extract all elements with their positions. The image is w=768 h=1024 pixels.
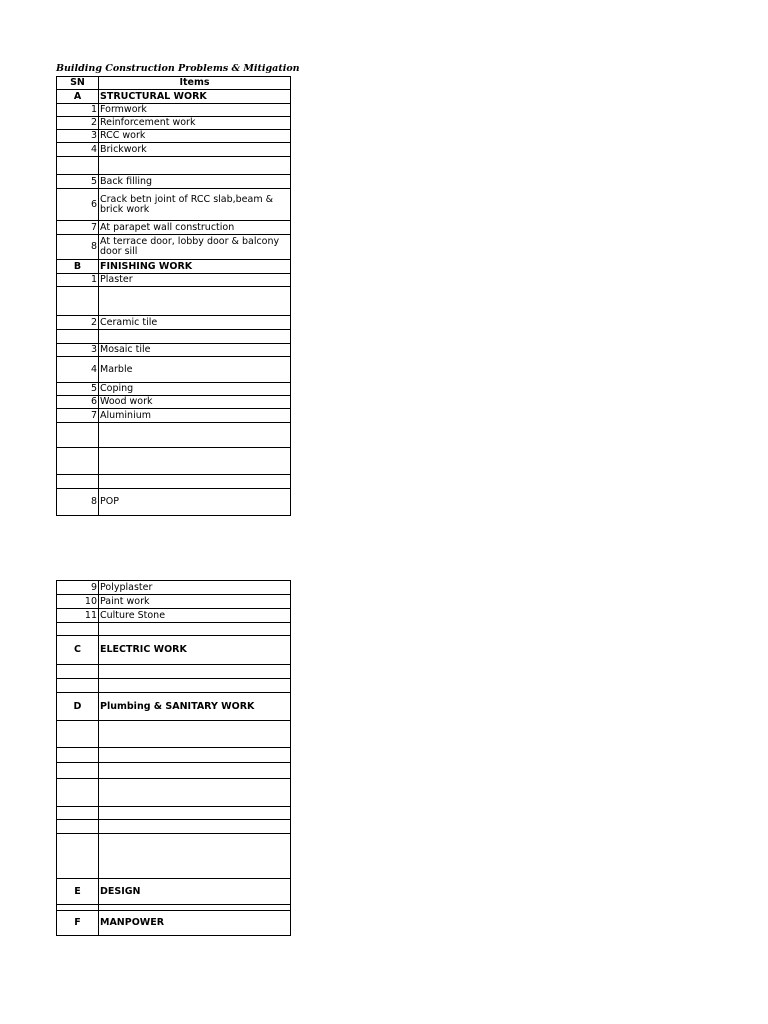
serial-number: 1	[57, 274, 99, 287]
item-description: Mosaic tile	[99, 344, 291, 357]
table-row	[57, 357, 291, 383]
table-row	[57, 117, 291, 130]
item-description	[99, 748, 291, 763]
section-title: ELECTRIC WORK	[99, 636, 291, 665]
item-description	[99, 623, 291, 636]
item-description: Aluminium	[99, 409, 291, 423]
item-description: At terrace door, lobby door & balcony door sill	[99, 235, 291, 260]
section-code: A	[57, 90, 99, 104]
item-description: Formwork	[99, 104, 291, 117]
item-description	[99, 807, 291, 820]
table-row	[57, 595, 291, 609]
item-description: Brickwork	[99, 143, 291, 157]
serial-number: 3	[57, 344, 99, 357]
item-description: POP	[99, 489, 291, 516]
serial-number	[57, 779, 99, 807]
item-description: Marble	[99, 357, 291, 383]
item-description	[99, 330, 291, 344]
table-row	[57, 274, 291, 287]
table-row	[57, 609, 291, 623]
section-title: FINISHING WORK	[99, 260, 291, 274]
item-description: Ceramic tile	[99, 316, 291, 330]
item-description	[99, 448, 291, 475]
table-row	[57, 383, 291, 396]
section-code: D	[57, 693, 99, 721]
table-row	[57, 221, 291, 235]
item-description: Crack betn joint of RCC slab,beam & brick work	[99, 189, 291, 221]
table-row	[57, 693, 291, 721]
problems-table-part-2	[56, 580, 291, 936]
sheet-title: Building Construction Problems & Mitigation	[56, 63, 300, 74]
table-row	[57, 235, 291, 260]
table-row	[57, 665, 291, 679]
item-description: Wood work	[99, 396, 291, 409]
section-code: C	[57, 636, 99, 665]
section-title: Plumbing & SANITARY WORK	[99, 693, 291, 721]
section-title: DESIGN	[99, 879, 291, 905]
item-description: Polyplaster	[99, 581, 291, 595]
problems-table-part-1	[56, 76, 291, 516]
table-row	[57, 287, 291, 316]
serial-number: 5	[57, 383, 99, 396]
serial-number	[57, 623, 99, 636]
serial-number: 7	[57, 409, 99, 423]
serial-number: 8	[57, 489, 99, 516]
item-description	[99, 834, 291, 879]
table-row	[57, 748, 291, 763]
item-description	[99, 287, 291, 316]
item-description	[99, 665, 291, 679]
item-description	[99, 820, 291, 834]
serial-number	[57, 820, 99, 834]
table-row	[57, 763, 291, 779]
table-row	[57, 175, 291, 189]
item-description: Plaster	[99, 274, 291, 287]
serial-number: 4	[57, 143, 99, 157]
item-description: Reinforcement work	[99, 117, 291, 130]
serial-number: 6	[57, 396, 99, 409]
serial-number	[57, 834, 99, 879]
serial-number	[57, 423, 99, 448]
table-row	[57, 820, 291, 834]
item-description: RCC work	[99, 130, 291, 143]
table-row	[57, 189, 291, 221]
header-sn: SN	[57, 77, 99, 90]
table-row	[57, 834, 291, 879]
table-row	[57, 157, 291, 175]
table-row	[57, 721, 291, 748]
item-description: Coping	[99, 383, 291, 396]
serial-number	[57, 748, 99, 763]
table-row	[57, 807, 291, 820]
table-row	[57, 104, 291, 117]
table-row	[57, 396, 291, 409]
serial-number: 11	[57, 609, 99, 623]
table-row	[57, 409, 291, 423]
table-row	[57, 423, 291, 448]
item-description: Paint work	[99, 595, 291, 609]
item-description	[99, 475, 291, 489]
item-description	[99, 157, 291, 175]
serial-number	[57, 721, 99, 748]
table-row	[57, 623, 291, 636]
table-row	[57, 636, 291, 665]
serial-number: 2	[57, 316, 99, 330]
item-description: Back filling	[99, 175, 291, 189]
table-row	[57, 130, 291, 143]
section-code: E	[57, 879, 99, 905]
serial-number: 10	[57, 595, 99, 609]
serial-number	[57, 679, 99, 693]
serial-number: 1	[57, 104, 99, 117]
table-row	[57, 489, 291, 516]
item-description	[99, 721, 291, 748]
section-title: STRUCTURAL WORK	[99, 90, 291, 104]
header-row	[57, 77, 291, 90]
header-items: Items	[99, 77, 291, 90]
serial-number: 8	[57, 235, 99, 260]
item-description: At parapet wall construction	[99, 221, 291, 235]
serial-number	[57, 763, 99, 779]
section-code: B	[57, 260, 99, 274]
table-row	[57, 475, 291, 489]
table-row	[57, 879, 291, 905]
table-row	[57, 260, 291, 274]
table-row	[57, 679, 291, 693]
serial-number	[57, 287, 99, 316]
serial-number: 5	[57, 175, 99, 189]
serial-number: 9	[57, 581, 99, 595]
serial-number	[57, 665, 99, 679]
item-description	[99, 679, 291, 693]
table-row	[57, 143, 291, 157]
serial-number: 7	[57, 221, 99, 235]
table-row	[57, 779, 291, 807]
section-title: MANPOWER	[99, 911, 291, 936]
table-row	[57, 581, 291, 595]
table-row	[57, 316, 291, 330]
serial-number: 3	[57, 130, 99, 143]
table-row	[57, 911, 291, 936]
table-row	[57, 344, 291, 357]
serial-number	[57, 475, 99, 489]
item-description: Culture Stone	[99, 609, 291, 623]
serial-number: 6	[57, 189, 99, 221]
table-row	[57, 330, 291, 344]
item-description	[99, 763, 291, 779]
serial-number	[57, 157, 99, 175]
serial-number: 2	[57, 117, 99, 130]
serial-number	[57, 448, 99, 475]
serial-number	[57, 330, 99, 344]
table-row	[57, 90, 291, 104]
item-description	[99, 779, 291, 807]
serial-number	[57, 807, 99, 820]
serial-number: 4	[57, 357, 99, 383]
table-row	[57, 448, 291, 475]
section-code: F	[57, 911, 99, 936]
item-description	[99, 423, 291, 448]
